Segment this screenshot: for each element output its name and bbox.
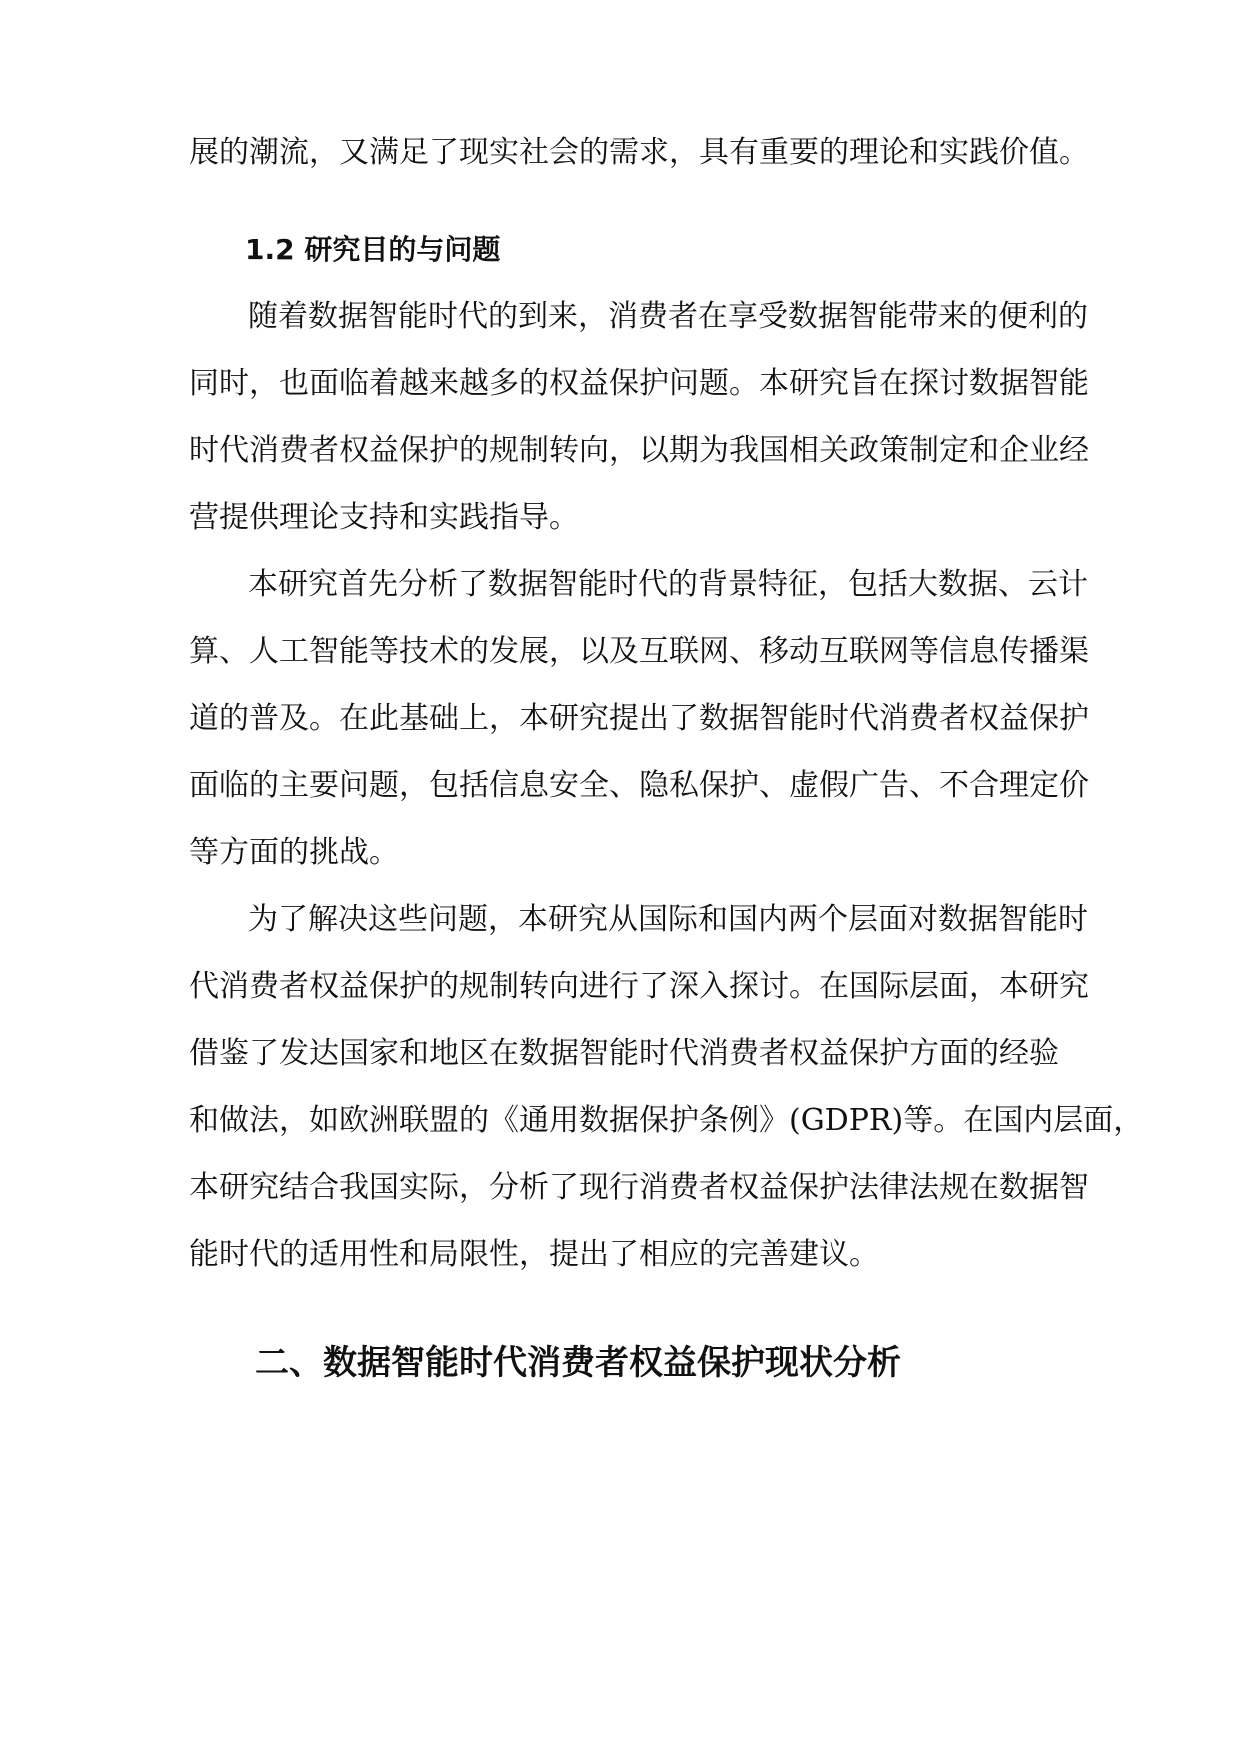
paragraph-2-line-3: 道的普及。在此基础上，本研究提出了数据智能时代消费者权益保护 xyxy=(189,701,1089,736)
paragraph-1-line-1: 随着数据智能时代的到来，消费者在享受数据智能带来的便利的 xyxy=(248,299,1088,334)
paragraph-1-line-2: 同时，也面临着越来越多的权益保护问题。本研究旨在探讨数据智能 xyxy=(189,366,1089,401)
paragraph-3-line-1: 为了解决这些问题，本研究从国际和国内两个层面对数据智能时 xyxy=(248,902,1088,937)
paragraph-1-line-3: 时代消费者权益保护的规制转向，以期为我国相关政策制定和企业经 xyxy=(189,433,1089,468)
paragraph-3-line-4: 和做法，如欧洲联盟的《通用数据保护条例》(GDPR)等。在国内层面， xyxy=(189,1103,1144,1138)
paragraph-3-line-6: 能时代的适用性和局限性，提出了相应的完善建议。 xyxy=(189,1237,879,1272)
paragraph-2-line-2: 算、人工智能等技术的发展，以及互联网、移动互联网等信息传播渠 xyxy=(189,634,1089,669)
subsection-heading: 1.2 研究目的与问题 xyxy=(245,233,501,266)
paragraph-1-line-4: 营提供理论支持和实践指导。 xyxy=(189,500,579,535)
paragraph-2-line-1: 本研究首先分析了数据智能时代的背景特征，包括大数据、云计 xyxy=(248,567,1088,602)
paragraph-3-line-2: 代消费者权益保护的规制转向进行了深入探讨。在国际层面，本研究 xyxy=(189,969,1089,1004)
paragraph-2-line-4: 面临的主要问题，包括信息安全、隐私保护、虚假广告、不合理定价 xyxy=(189,768,1089,803)
paragraph-3-line-3: 借鉴了发达国家和地区在数据智能时代消费者权益保护方面的经验 xyxy=(189,1036,1059,1071)
carryover-text-line: 展的潮流，又满足了现实社会的需求，具有重要的理论和实践价值。 xyxy=(189,135,1089,170)
paragraph-3-line-5: 本研究结合我国实际，分析了现行消费者权益保护法律法规在数据智 xyxy=(189,1170,1089,1205)
section-title: 二、数据智能时代消费者权益保护现状分析 xyxy=(255,1343,901,1383)
paragraph-2-line-5: 等方面的挑战。 xyxy=(189,835,399,870)
